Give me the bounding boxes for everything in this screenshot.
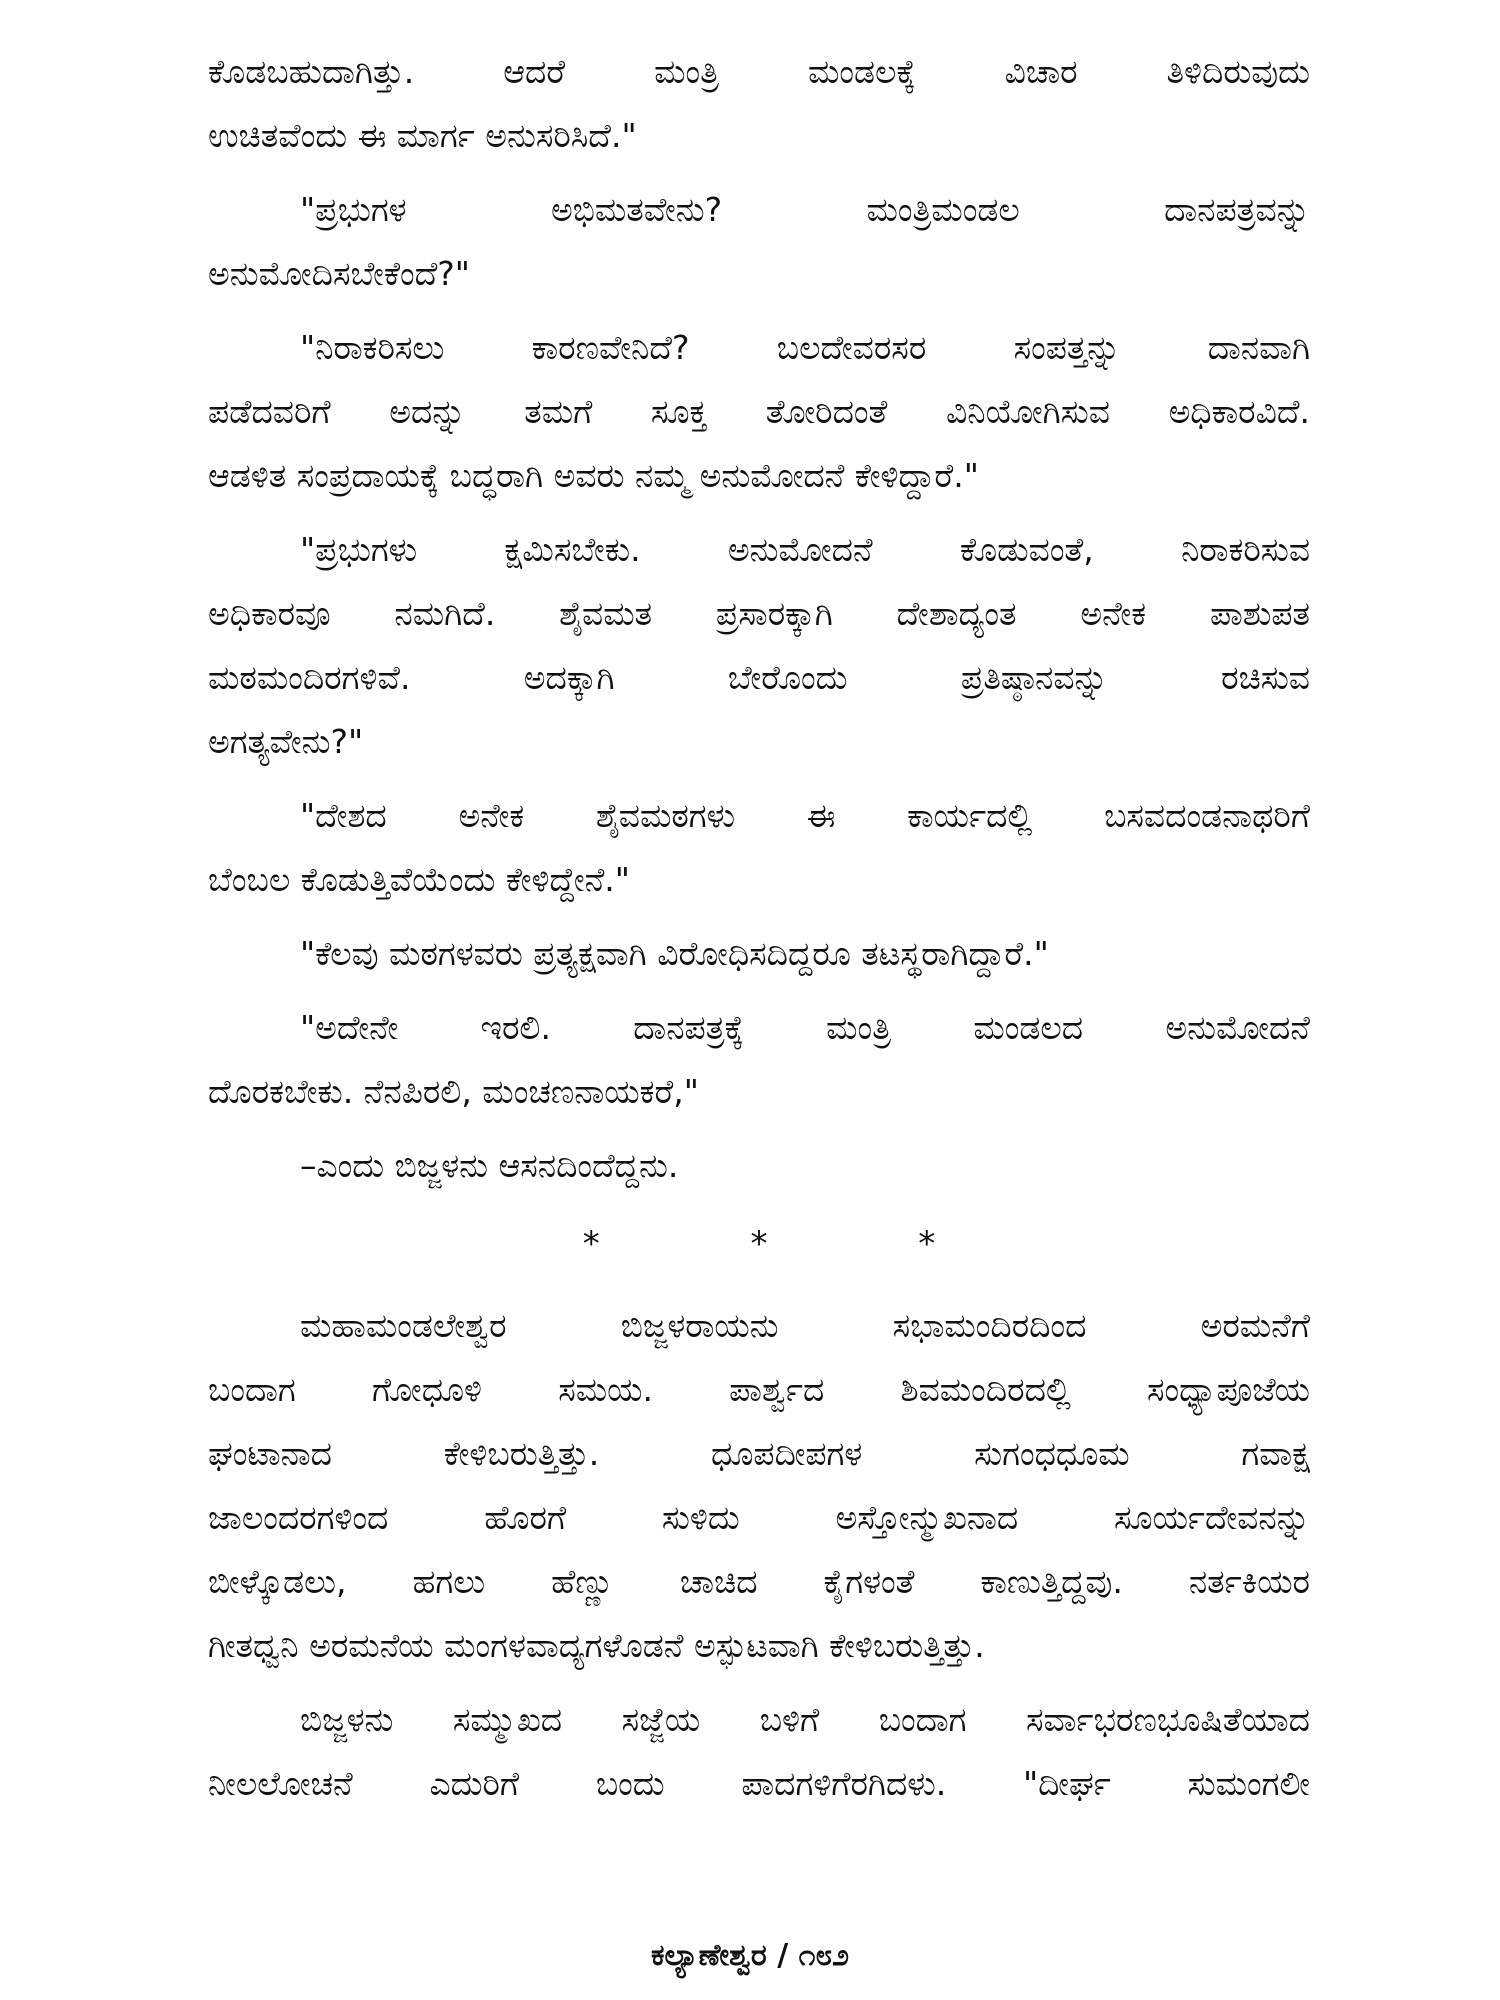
text-line: "ಪ್ರಭುಗಳು ಕ್ಷಮಿಸಬೇಕು. ಅನುಮೋದನೆ ಕೊಡುವಂತೆ, ನಿರಾಕರಿಸುವ <box>300 530 1310 569</box>
paragraph <box>208 922 1310 986</box>
text-line: ಗೀತಧ್ವನಿ ಅರಮನೆಯ ಮಂಗಳವಾದ್ಯಗಳೊಡನೆ ಅಸ್ಫುಟವಾಗಿ ಕೇಳಿಬರುತ್ತಿತ್ತು. <box>208 1626 985 1665</box>
page-body <box>208 40 1310 1816</box>
text-line: ಮಹಾಮಂಡಲೇಶ್ವರ ಬಿಜ್ಜಳರಾಯನು ಸಭಾಮಂದಿರದಿಂದ ಅರಮನೆಗೆ <box>300 1306 1310 1345</box>
text-line: ಜಾಲಂದರಗಳಿಂದ ಹೊರಗೆ ಸುಳಿದು ಅಸ್ತೋನ್ಮುಖನಾದ ಸೂರ್ಯದೇವನನ್ನು <box>208 1498 1310 1537</box>
text-line: "ಕೆಲವು ಮಠಗಳವರು ಪ್ರತ್ಯಕ್ಷವಾಗಿ ವಿರೋಧಿಸದಿದ್ದರೂ ತಟಸ್ಥರಾಗಿದ್ದಾರೆ." <box>300 934 1049 973</box>
paragraph <box>208 1688 1310 1816</box>
text-line: ಬಂದಾಗ ಗೋಧೂಳಿ ಸಮಯ. ಪಾರ್ಶ್ವದ ಶಿವಮಂದಿರದಲ್ಲಿ ಸಂಧ್ಯಾಪೂಜೆಯ <box>208 1370 1310 1409</box>
text-line: ಆಡಳಿತ ಸಂಪ್ರದಾಯಕ್ಕೆ ಬದ್ಧರಾಗಿ ಅವರು ನಮ್ಮ ಅನುಮೋದನೆ ಕೇಳಿದ್ದಾರೆ." <box>208 456 979 495</box>
text-line: ಪಡೆದವರಿಗೆ ಅದನ್ನು ತಮಗೆ ಸೂಕ್ತ ತೋರಿದಂತೆ ವಿನಿಯೋಗಿಸುವ ಅಧಿಕಾರವಿದೆ. <box>208 392 1310 431</box>
text-line: ಮಠಮಂದಿರಗಳಿವೆ. ಅದಕ್ಕಾಗಿ ಬೇರೊಂದು ಪ್ರತಿಷ್ಠಾನವನ್ನು ರಚಿಸುವ <box>208 658 1310 697</box>
paragraph <box>208 40 1310 168</box>
text-line: ಬಿಜ್ಜಳನು ಸಮ್ಮುಖದ ಸಜ್ಜೆಯ ಬಳಿಗೆ ಬಂದಾಗ ಸರ್ವಾಭರಣಭೂಷಿತೆಯಾದ <box>300 1700 1310 1739</box>
paragraph <box>208 178 1310 306</box>
text-line: ನೀಲಲೋಚನೆ ಎದುರಿಗೆ ಬಂದು ಪಾದಗಳಿಗೆರಗಿದಳು. "ದೀರ್ಘ ಸುಮಂಗಲೀ <box>208 1764 1310 1803</box>
text-line: ಬೆಂಬಲ ಕೊಡುತ್ತಿವೆಯೆಂದು ಕೇಳಿದ್ದೇನೆ." <box>208 860 630 899</box>
text-line: ಬೀಳ್ಕೊಡಲು, ಹಗಲು ಹೆಣ್ಣು ಚಾಚಿದ ಕೈಗಳಂತೆ ಕಾಣುತ್ತಿದ್ದವು. ನರ್ತಕಿಯರ <box>208 1562 1310 1601</box>
text-line: "ಅದೇನೇ ಇರಲಿ. ದಾನಪತ್ರಕ್ಕೆ ಮಂತ್ರಿ ಮಂಡಲದ ಅನುಮೋದನೆ <box>300 1008 1310 1047</box>
paragraph <box>208 1294 1310 1678</box>
text-line: –ಎಂದು ಬಿಜ್ಜಳನು ಆಸನದಿಂದೆದ್ದನು. <box>300 1146 679 1185</box>
text-line: "ಪ್ರಭುಗಳ ಅಭಿಮತವೇನು? ಮಂತ್ರಿಮಂಡಲ ದಾನಪತ್ರವನ್ನು <box>300 190 1310 229</box>
section-separator: * * * <box>582 1224 1006 1264</box>
text-line: ಉಚಿತವೆಂದು ಈ ಮಾರ್ಗ ಅನುಸರಿಸಿದೆ." <box>208 116 637 155</box>
paragraph <box>208 784 1310 912</box>
paragraph <box>208 518 1310 774</box>
paragraph <box>208 316 1310 508</box>
text-line: ಕೊಡಬಹುದಾಗಿತ್ತು. ಆದರೆ ಮಂತ್ರಿ ಮಂಡಲಕ್ಕೆ ವಿಚಾರ ತಿಳಿದಿರುವುದು <box>208 52 1310 91</box>
text-line: ಅಧಿಕಾರವೂ ನಮಗಿದೆ. ಶೈವಮತ ಪ್ರಸಾರಕ್ಕಾಗಿ ದೇಶಾದ್ಯಂತ ಅನೇಕ ಪಾಶುಪತ <box>208 594 1310 633</box>
text-line: ಅಗತ್ಯವೇನು?" <box>208 722 364 761</box>
page-footer: ಕಲ್ಯಾಣೇಶ್ವರ / ೧೮೨ <box>650 1938 850 1973</box>
paragraph <box>208 1134 1310 1198</box>
text-line: ಅನುಮೋದಿಸಬೇಕೆಂದೆ?" <box>208 254 470 293</box>
text-line: "ನಿರಾಕರಿಸಲು ಕಾರಣವೇನಿದೆ? ಬಲದೇವರಸರ ಸಂಪತ್ತನ್ನು ದಾನವಾಗಿ <box>300 328 1310 367</box>
paragraph <box>208 996 1310 1124</box>
text-line: ದೊರಕಬೇಕು. ನೆನಪಿರಲಿ, ಮಂಚಣನಾಯಕರೆ," <box>208 1072 699 1111</box>
text-line: "ದೇಶದ ಅನೇಕ ಶೈವಮಠಗಳು ಈ ಕಾರ್ಯದಲ್ಲಿ ಬಸವದಂಡನಾಥರಿಗೆ <box>300 796 1310 835</box>
text-line: ಘಂಟಾನಾದ ಕೇಳಿಬರುತ್ತಿತ್ತು. ಧೂಪದೀಪಗಳ ಸುಗಂಧಧೂಮ ಗವಾಕ್ಷ <box>208 1434 1310 1473</box>
